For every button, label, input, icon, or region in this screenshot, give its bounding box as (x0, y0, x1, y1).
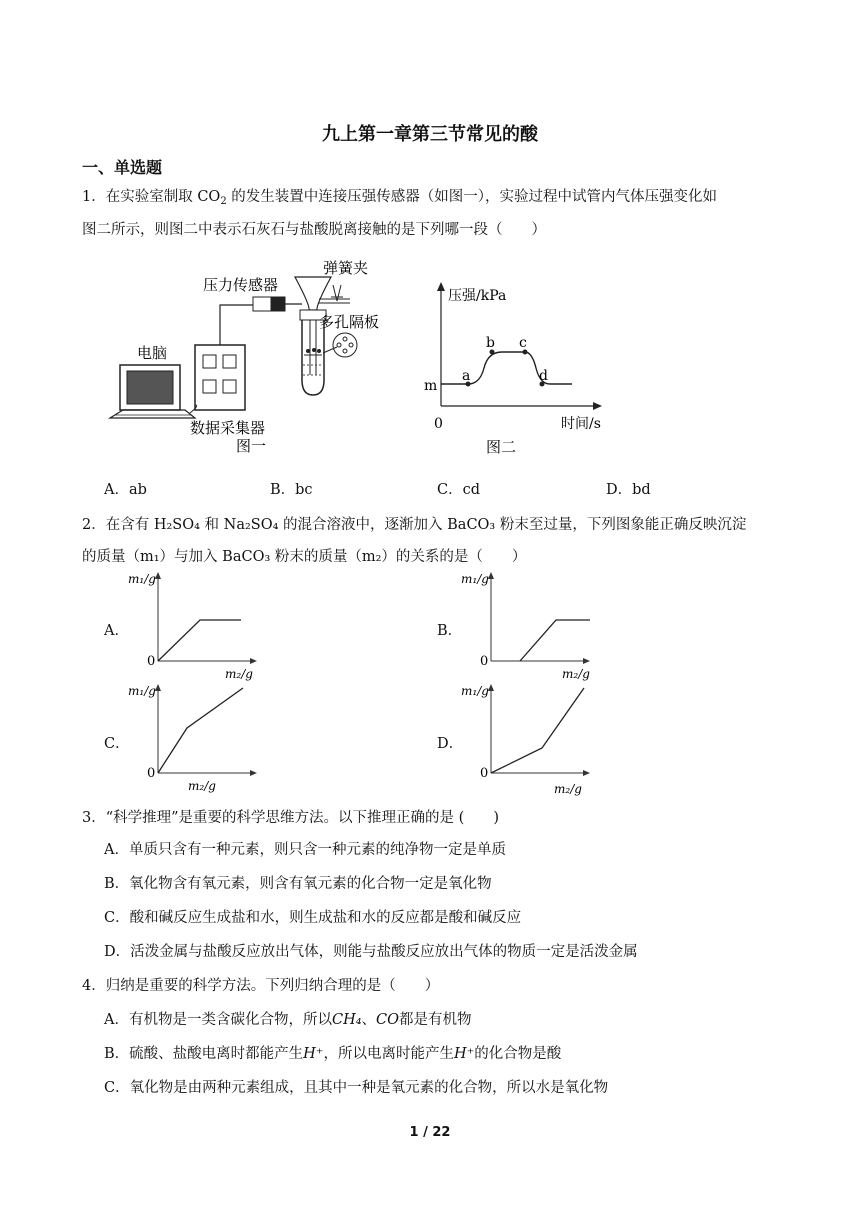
graph2-origin: 0 (434, 416, 443, 432)
label-computer: 电脑 (137, 344, 168, 362)
data-collector-icon (195, 345, 245, 410)
graph-c-xlabel: m₂/g (188, 779, 216, 793)
porous-plate-icon (333, 333, 357, 357)
q1-option-d[interactable]: D．bd (606, 482, 651, 498)
graph-a (125, 568, 265, 683)
q3-option-d[interactable]: D．活泼金属与盐酸反应放出气体，则能与盐酸反应放出气体的物质一定是活泼金属 (104, 944, 638, 960)
graph2-xlabel: 时间/s (561, 416, 601, 432)
caption-fig1: 图一 (236, 437, 267, 455)
q3-option-c[interactable]: C．酸和碱反应生成盐和水，则生成盐和水的反应都是酸和碱反应 (104, 910, 522, 926)
graph-c-ylabel: m₁/g (128, 684, 156, 698)
section-heading: 一、单选题 (82, 158, 163, 177)
label-sensor: 压力传感器 (203, 276, 279, 294)
graph-c (125, 680, 265, 795)
graph-b-origin: 0 (480, 654, 489, 669)
q2-option-b[interactable]: B． (437, 623, 463, 639)
q4-option-a[interactable]: A．有机物是一类含碳化合物，所以CH₄、CO都是有机物 (104, 1012, 472, 1028)
graph-c-origin: 0 (147, 766, 156, 781)
graph-a-xlabel: m₂/g (225, 667, 253, 681)
graph-d-xlabel: m₂/g (554, 782, 582, 796)
q3-stem: 3．“科学推理”是重要的科学思维方法。以下推理正确的是 ( ) (82, 810, 499, 826)
q2-option-c[interactable]: C． (104, 736, 130, 752)
graph2-point-b: b (486, 335, 495, 351)
q1-option-c[interactable]: C．cd (437, 482, 480, 498)
graph-d (458, 680, 598, 798)
graph-a-origin: 0 (147, 654, 156, 669)
q3-option-a[interactable]: A．单质只含有一种元素，则只含一种元素的纯净物一定是单质 (104, 842, 506, 858)
graph-d-ylabel: m₁/g (461, 684, 489, 698)
graph2-point-c: c (519, 335, 527, 351)
graph-b-xlabel: m₂/g (562, 667, 590, 681)
graph2-ylabel: 压强/kPa (448, 288, 507, 304)
pressure-sensor-icon (253, 297, 285, 311)
page-title: 九上第一章第三节常见的酸 (322, 124, 538, 145)
q1-line1: 1．在实验室制取 $CO_2$ 的发生装置中连接压强传感器（如图一），实验过程中试管内气体压强变化如 (82, 189, 718, 207)
graph-b-ylabel: m₁/g (461, 572, 489, 586)
graph2-point-d: d (539, 368, 548, 384)
page-number: 1 / 22 (409, 1125, 451, 1140)
q4-stem: 4．归纳是重要的科学方法。下列归纳合理的是（ ） (82, 978, 440, 994)
q3-option-b[interactable]: B．氧化物含有氧元素，则含有氧元素的化合物一定是氧化物 (104, 876, 492, 892)
computer-icon (110, 365, 195, 418)
label-collector: 数据采集器 (190, 419, 266, 437)
q2-line1: 2．在含有 H₂SO₄ 和 Na₂SO₄ 的混合溶液中，逐渐加入 BaCO₃ 粉末至过量，下列图象能正确反映沉淀 (82, 517, 747, 533)
q1-line2: 图二所示，则图二中表示石灰石与盐酸脱离接触的是下列哪一段（ ） (82, 222, 546, 238)
label-plate: 多孔隔板 (319, 313, 380, 331)
graph2-point-a: a (462, 368, 471, 384)
q2-option-a[interactable]: A． (104, 623, 129, 639)
graph-a-ylabel: m₁/g (128, 572, 156, 586)
label-clip: 弹簧夹 (323, 259, 369, 277)
graph2-m: m (424, 378, 438, 394)
q1-option-b[interactable]: B．bc (270, 482, 313, 498)
q4-option-c[interactable]: C．氧化物是由两种元素组成，且其中一种是氧元素的化合物，所以水是氧化物 (104, 1080, 609, 1096)
q2-line2: 的质量（m₁）与加入 BaCO₃ 粉末的质量（m₂）的关系的是（ ） (82, 549, 527, 565)
figure-apparatus (105, 255, 405, 460)
caption-fig2: 图二 (486, 438, 517, 456)
q4-option-b[interactable]: B．硫酸、盐酸电离时都能产生H⁺，所以电离时能产生H⁺的化合物是酸 (104, 1046, 562, 1062)
q1-option-a[interactable]: A．ab (104, 482, 147, 498)
graph-b (458, 568, 598, 683)
figure-pressure-graph (420, 280, 610, 460)
graph-d-origin: 0 (480, 766, 489, 781)
q2-option-d[interactable]: D． (437, 736, 464, 752)
